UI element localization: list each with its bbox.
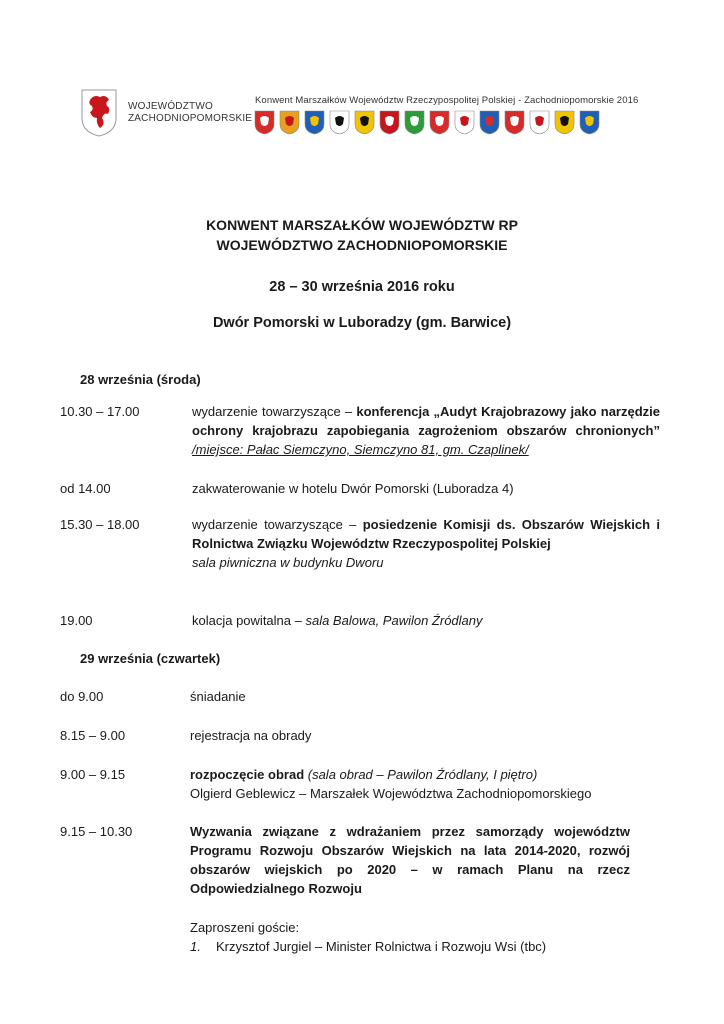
title-block xyxy=(0,215,724,331)
agenda-time: 10.30 – 17.00 xyxy=(60,404,140,419)
title-line-1: KONWENT MARSZAŁKÓW WOJEWÓDZTW RP xyxy=(206,217,518,233)
guests-heading: Zaproszeni goście: xyxy=(190,920,300,935)
desc-prefix: wydarzenie towarzyszące – xyxy=(192,404,357,419)
desc-location: (sala obrad – Pawilon Źródlany, I piętro) xyxy=(304,767,538,782)
agenda-time: 15.30 – 18.00 xyxy=(60,517,140,532)
crest-8-icon xyxy=(429,110,450,135)
agenda-desc: zakwaterowanie w hotelu Dwór Pomorski (Luboradza 4) xyxy=(192,481,514,496)
event-date: 28 – 30 września 2016 roku xyxy=(269,279,455,295)
crest-5-icon xyxy=(354,110,375,135)
agenda-row xyxy=(60,822,660,898)
crest-6-icon xyxy=(379,110,400,135)
agenda-desc: Wyzwania związane z wdrażaniem przez samorządy województw Programu Rozwoju Obszarów Wiejskich na lata 2014-2020, rozwój obszarów wiejskich po 2020 – w ramach Planu na rzecz Odpowiedzialnego Rozwoju xyxy=(190,824,630,896)
desc-location: sala piwniczna w budynku Dworu xyxy=(192,555,384,570)
agenda-time: 8.15 – 9.00 xyxy=(60,728,126,743)
crest-10-icon xyxy=(479,110,500,135)
desc-bold: rozpoczęcie obrad xyxy=(190,767,305,782)
agenda-row xyxy=(60,515,660,572)
day-heading-28: 28 września (środa) xyxy=(80,372,201,387)
agenda-desc xyxy=(192,402,660,459)
griffin-crest-icon xyxy=(80,88,118,138)
region-logo xyxy=(80,88,252,138)
crest-13-icon xyxy=(554,110,575,135)
agenda-time: do 9.00 xyxy=(60,689,104,704)
day-heading-29: 29 września (czwartek) xyxy=(80,651,221,666)
agenda-row xyxy=(60,479,660,498)
crest-9-icon xyxy=(454,110,475,135)
agenda-desc: rejestracja na obrady xyxy=(190,728,312,743)
crest-4-icon xyxy=(329,110,350,135)
agenda-time: od 14.00 xyxy=(60,481,111,496)
crest-7-icon xyxy=(404,110,425,135)
agenda-row xyxy=(60,611,660,630)
crest-14-icon xyxy=(579,110,600,135)
desc-prefix: wydarzenie towarzyszące – xyxy=(192,517,363,532)
agenda-desc xyxy=(190,765,660,803)
agenda-desc xyxy=(192,515,660,572)
logo-line-1: WOJEWÓDZTWO xyxy=(128,101,213,112)
agenda-desc xyxy=(192,611,660,630)
crest-12-icon xyxy=(529,110,550,135)
agenda-row xyxy=(60,765,660,803)
crest-11-icon xyxy=(504,110,525,135)
title-line-2: WOJEWÓDZTWO ZACHODNIOPOMORSKIE xyxy=(216,237,508,253)
desc-bold: posiedzenie Komisji ds. Obszarów Wiejskich i Rolnictwa Związku Województw Rzeczypospolitej Polskiej xyxy=(192,517,660,551)
crest-1-icon xyxy=(254,110,275,135)
agenda-desc: śniadanie xyxy=(190,689,246,704)
desc-bold: konferencja „Audyt Krajobrazowy jako narzędzie ochrony krajobrazu zapobiegania zagrożeniom obszarów chronionych” xyxy=(192,404,660,438)
desc-location: sala Balowa, Pawilon Źródlany xyxy=(305,613,483,628)
desc-speaker: Olgierd Geblewicz – Marszałek Województwa Zachodniopomorskiego xyxy=(190,786,592,801)
crest-3-icon xyxy=(304,110,325,135)
desc-location: /miejsce: Pałac Siemczyno, Siemczyno 81, gm. Czaplinek/ xyxy=(192,442,529,457)
agenda-time: 9.15 – 10.30 xyxy=(60,824,133,839)
voivodeship-crests xyxy=(254,110,600,135)
agenda-time: 19.00 xyxy=(60,613,93,628)
agenda-row xyxy=(60,726,660,745)
agenda-time: 9.00 – 9.15 xyxy=(60,767,126,782)
guest-list xyxy=(190,918,546,956)
agenda-row xyxy=(60,402,660,459)
konwent-caption: Konwent Marszałków Województw Rzeczypospolitej Polskiej - Zachodniopomorskie 2016 xyxy=(255,95,639,106)
region-name xyxy=(128,101,252,125)
logo-line-2: ZACHODNIOPOMORSKIE xyxy=(128,113,253,124)
agenda-row xyxy=(60,687,660,706)
crest-2-icon xyxy=(279,110,300,135)
guest-number: 1. xyxy=(190,939,201,954)
event-place: Dwór Pomorski w Luboradzy (gm. Barwice) xyxy=(212,315,512,331)
desc-prefix: kolacja powitalna – xyxy=(192,613,306,628)
guest-name: Krzysztof Jurgiel – Minister Rolnictwa i Rozwoju Wsi (tbc) xyxy=(216,939,547,954)
guest-item xyxy=(190,937,546,956)
